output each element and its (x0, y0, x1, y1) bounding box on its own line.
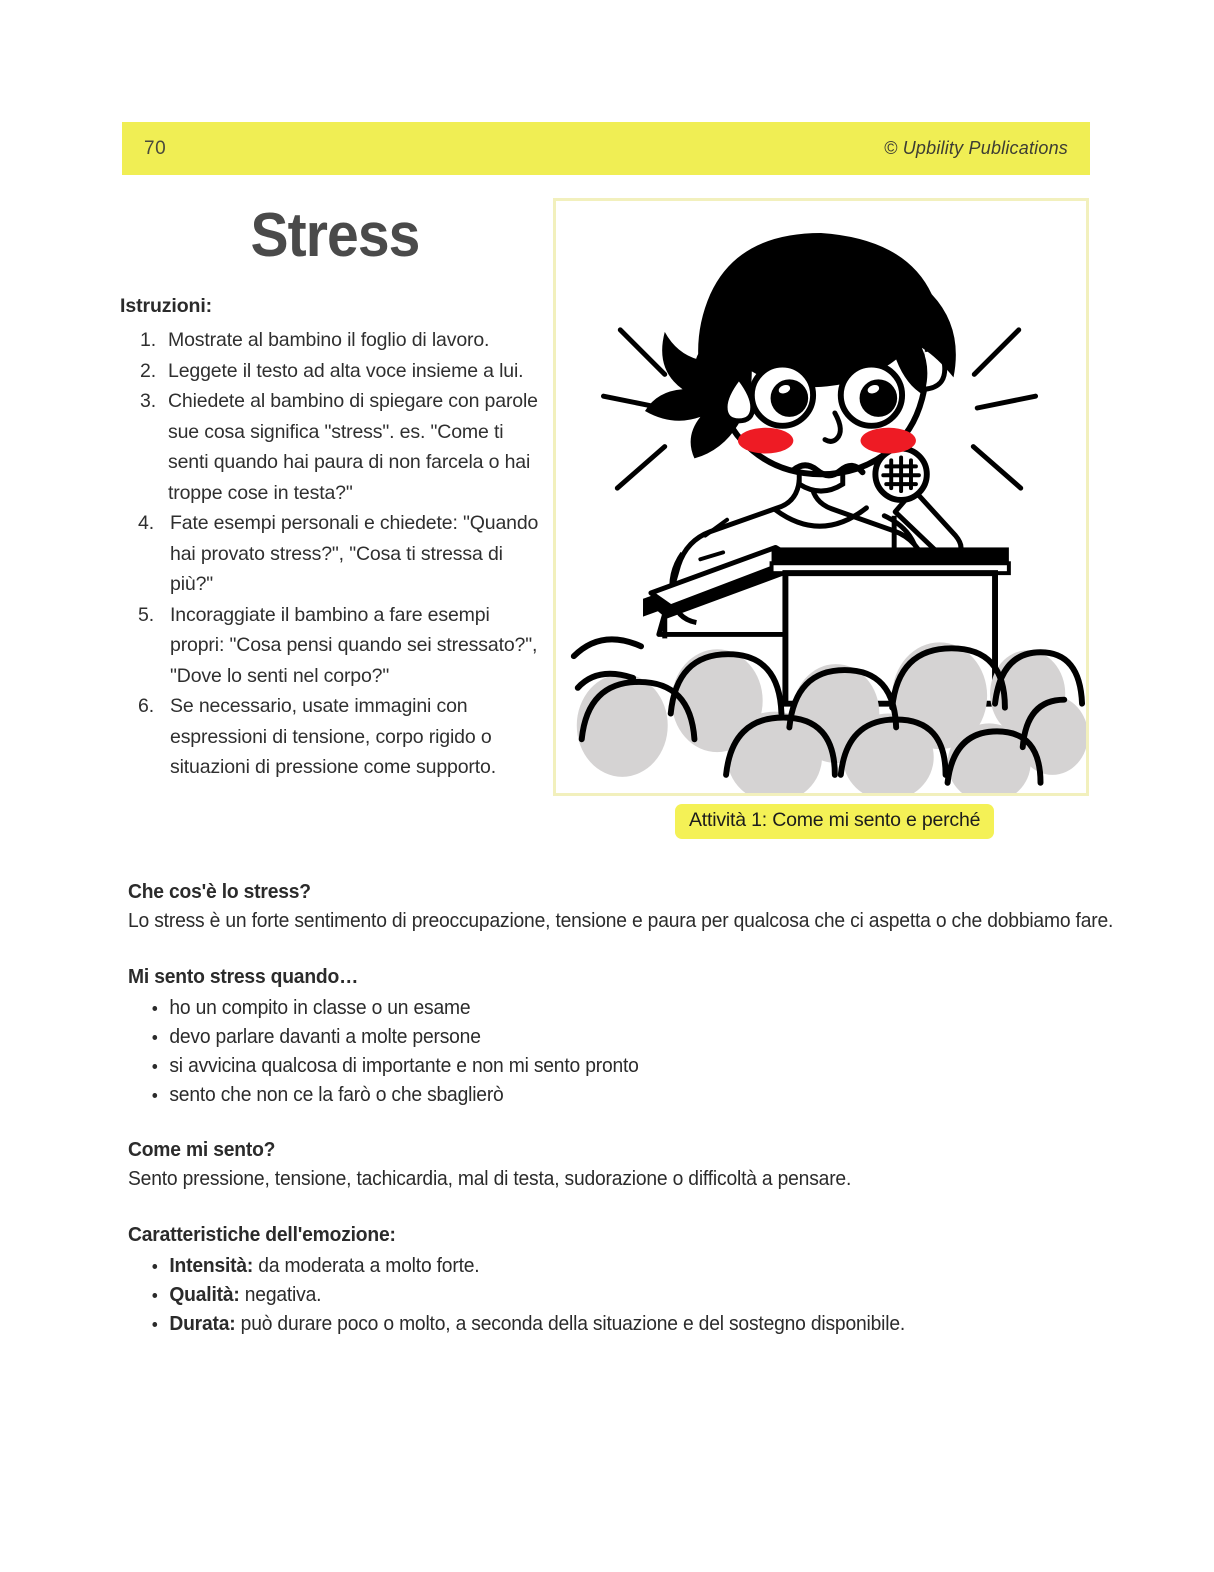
list-item-text: da moderata a molto forte. (253, 1254, 480, 1277)
left-eye (752, 365, 813, 426)
activity-caption: Attività 1: Come mi sento e perché (675, 804, 994, 839)
section-heading: Caratteristiche dell'emozione: (128, 1223, 396, 1246)
instruction-item: Se necessario, usate immagini con espressioni di tensione, corpo rigido o situazioni di pressione come supporto. (170, 695, 496, 778)
list-item-text: sento che non ce la farò o che sbaglierò (169, 1083, 504, 1106)
bullet-list (128, 993, 1128, 1109)
section-emotion-characteristics (128, 1221, 1128, 1338)
page-number: 70 (144, 137, 167, 159)
section-heading: Mi sento stress quando… (128, 965, 359, 988)
right-blush (861, 428, 916, 454)
instructions-list (120, 325, 545, 783)
list-item-text: devo parlare davanti a molte persone (169, 1025, 481, 1048)
instruction-item: Chiedete al bambino di spiegare con parole sue cosa significa "stress". es. "Come ti senti quando hai paura di non farcela o hai troppe cose in testa?" (168, 390, 538, 504)
stressed-child-at-podium-illustration (556, 201, 1086, 793)
list-item (128, 1251, 1124, 1280)
copyright-notice: © Upbility Publications (884, 138, 1068, 158)
list-item (128, 1280, 1124, 1309)
list-item (128, 1051, 1124, 1080)
list-item-text: può durare poco o molto, a seconda della situazione e del sostegno disponibile. (235, 1312, 906, 1335)
section-heading: Come mi sento? (128, 1138, 276, 1161)
section-when-i-feel-stress (128, 963, 1128, 1109)
list-item-lead: Qualità: (169, 1283, 240, 1306)
instruction-item: Leggete il testo ad alta voce insieme a lui. (168, 359, 524, 382)
list-item (128, 1022, 1124, 1051)
illustration-frame (553, 198, 1089, 796)
list-item (128, 1080, 1124, 1109)
section-paragraph: Lo stress è un forte sentimento di preoccupazione, tensione e paura per qualcosa che ci aspetta o che dobbiamo fare. (128, 909, 1114, 932)
motion-lines-right (973, 330, 1035, 488)
section-what-is-stress (128, 878, 1128, 936)
instruction-item: Incoraggiate il bambino a fare esempi propri: "Cosa pensi quando sei stressato?", "Dove lo senti nel corpo?" (170, 603, 538, 687)
section-how-i-feel (128, 1136, 1128, 1194)
section-heading: Che cos'è lo stress? (128, 880, 311, 903)
right-eye (841, 365, 902, 426)
list-item-lead: Intensità: (169, 1254, 254, 1277)
bullet-list (128, 1251, 1128, 1338)
section-paragraph: Sento pressione, tensione, tachicardia, mal di testa, sudorazione o difficoltà a pensare. (128, 1167, 852, 1190)
worksheet-body (128, 878, 1128, 1365)
list-item-text: ho un compito in classe o un esame (169, 996, 471, 1019)
instruction-item: Mostrate al bambino il foglio di lavoro. (168, 329, 490, 351)
list-item (128, 1309, 1124, 1338)
list-item-lead: Durata: (169, 1312, 236, 1335)
list-item-text: si avvicina qualcosa di importante e non mi sento pronto (169, 1054, 639, 1077)
left-blush (738, 428, 793, 454)
instructions-block (120, 295, 545, 783)
page-title: Stress (250, 201, 420, 270)
list-item-text: negativa. (239, 1283, 322, 1306)
instruction-item: Fate esempi personali e chiedete: "Quando hai provato stress?", "Cosa ti stressa di più?" (170, 512, 539, 595)
page-header-bar (122, 122, 1090, 175)
instructions-label: Istruzioni: (120, 295, 213, 317)
list-item (128, 993, 1124, 1022)
